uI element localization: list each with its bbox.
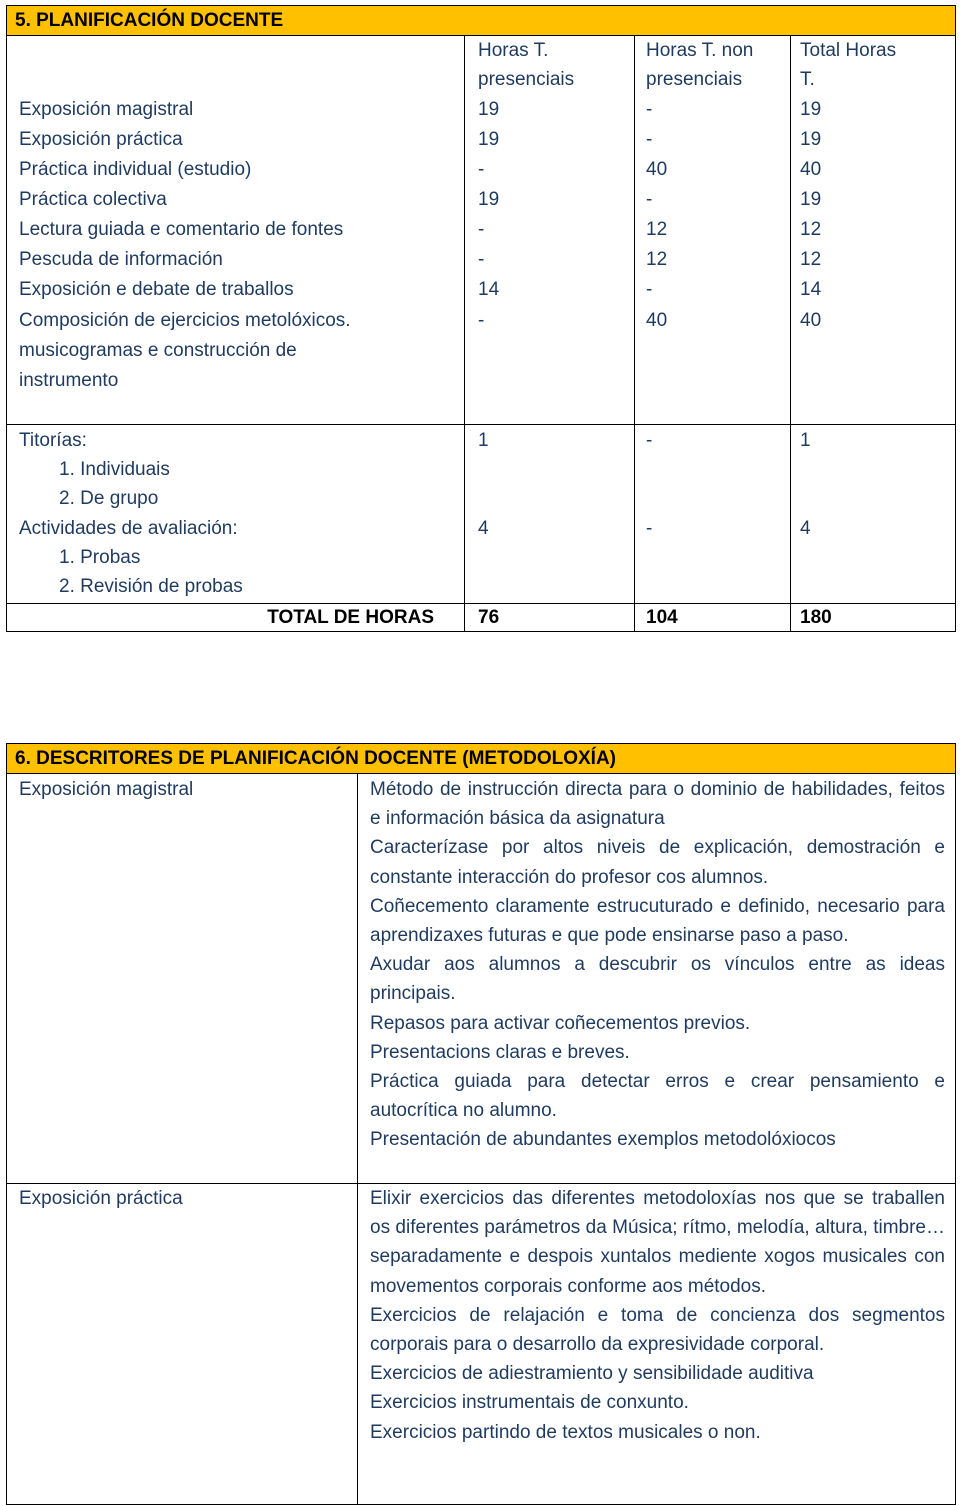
descriptor-text — [370, 775, 945, 1155]
row-total: 40 — [800, 159, 822, 180]
section6-title: 6. DESCRITORES DE PLANIFICACIÓN DOCENTE (METODOLOXÍA) — [7, 744, 955, 774]
total-total: 180 — [800, 607, 832, 628]
row-label: Pescuda de información — [19, 249, 223, 270]
row-total: 4 — [800, 518, 811, 539]
row-label-line-3: instrumento — [19, 370, 119, 391]
total-nonpres: 104 — [646, 607, 678, 628]
row-total: 1 — [800, 430, 811, 451]
col-divider — [357, 773, 358, 1504]
col-divider-3 — [790, 35, 791, 632]
row-total: 14 — [800, 279, 822, 300]
row-total: 19 — [800, 99, 822, 120]
row-label: Práctica individual (estudio) — [19, 159, 252, 180]
row-item-2: 2. De grupo — [59, 488, 159, 509]
row-total: 12 — [800, 249, 822, 270]
paragraph: Exercicios de relajación e toma de concienza dos segmentos corporais para o desarrollo da expresividade corporal. — [370, 1304, 945, 1356]
col-header-total: Total Horas T. — [800, 40, 897, 90]
metodoloxia-table — [6, 743, 956, 1505]
total-label: TOTAL DE HORAS — [267, 607, 434, 628]
row-label-line-2: musicogramas e construcción de — [19, 340, 297, 361]
total-pres: 76 — [478, 607, 500, 628]
row-pres: - — [478, 249, 485, 270]
paragraph: Método de instrucción directa para o dominio de habilidades, feitos e información básica da asignatura — [370, 779, 945, 830]
row-nonpres: 40 — [646, 310, 668, 331]
col-divider-2 — [634, 35, 635, 632]
row-nonpres: - — [646, 189, 653, 210]
row-item-1: 1. Individuais — [59, 459, 170, 480]
row-label: Actividades de avaliación: — [19, 518, 238, 539]
row-item-2: 2. Revisión de probas — [59, 576, 243, 597]
descriptor-label: Exposición magistral — [19, 779, 194, 800]
paragraph: Presentacions claras e breves. — [370, 1041, 630, 1063]
planificacion-table — [6, 5, 956, 632]
row-divider-composition — [7, 424, 955, 425]
row-pres: - — [478, 159, 485, 180]
paragraph: Exercicios partindo de textos musicales o non. — [370, 1421, 761, 1443]
col-divider-1 — [464, 35, 465, 632]
row-label: Exposición e debate de traballos — [19, 279, 294, 300]
row-pres: 4 — [478, 518, 489, 539]
row-label: Titorías: — [19, 430, 87, 451]
section5-title: 5. PLANIFICACIÓN DOCENTE — [7, 6, 955, 36]
col-header-presenciais: Horas T. presenciais — [478, 40, 575, 90]
paragraph: Presentación de abundantes exemplos metodolóxiocos — [370, 1129, 836, 1151]
descriptor-label: Exposición práctica — [19, 1188, 183, 1209]
paragraph: Elixir exercicios das diferentes metodoloxías nos que se traballen os diferentes parámetros da Música; rítmo, melodía, altura, timbre…separadamente e despois xuntalos mediente xogos musicales con movementos corporais conforme aos métodos. — [370, 1188, 945, 1297]
row-label: Práctica colectiva — [19, 189, 167, 210]
row-pres: 14 — [478, 279, 500, 300]
row-pres: 19 — [478, 189, 500, 210]
row-label-line-1: Composición de ejercicios metolóxicos. — [19, 310, 351, 331]
row-pres: 19 — [478, 99, 500, 120]
row-item-1: 1. Probas — [59, 547, 141, 568]
descriptor-text — [370, 1184, 945, 1447]
row-pres: 1 — [478, 430, 489, 451]
row-label: Lectura guiada e comentario de fontes — [19, 219, 344, 240]
paragraph: Caracterízase por altos niveis de explicación, demostración e constante interacción do profesor cos alumnos. — [370, 837, 945, 888]
row-nonpres: - — [646, 99, 653, 120]
paragraph: Repasos para activar coñecementos previos. — [370, 1012, 751, 1034]
paragraph: Práctica guiada para detectar erros e crear pensamiento e autocrítica no alumno. — [370, 1071, 945, 1122]
row-pres: 19 — [478, 129, 500, 150]
row-nonpres: - — [646, 129, 653, 150]
row-total: 19 — [800, 129, 822, 150]
row-nonpres: - — [646, 518, 653, 539]
paragraph: Axudar aos alumnos a descubrir os vínculos entre as ideas principais. — [370, 954, 945, 1005]
row-pres: - — [478, 219, 485, 240]
row-total: 19 — [800, 189, 822, 210]
row-nonpres: - — [646, 279, 653, 300]
paragraph: Exercicios instrumentais de conxunto. — [370, 1392, 689, 1414]
row-label: Exposición magistral — [19, 99, 194, 120]
row-nonpres: 12 — [646, 249, 668, 270]
row-nonpres: 12 — [646, 219, 668, 240]
paragraph: Coñecemento claramente estrucuturado e definido, necesario para aprendizaxes futuras e que pode ensinarse paso a paso. — [370, 895, 945, 947]
row-nonpres: 40 — [646, 159, 668, 180]
row-nonpres: - — [646, 430, 653, 451]
paragraph: Exercicios de adiestramiento y sensibilidade auditiva — [370, 1363, 814, 1385]
row-pres: - — [478, 310, 485, 331]
row-label: Exposición práctica — [19, 129, 183, 150]
row-total: 40 — [800, 310, 822, 331]
row-total: 12 — [800, 219, 822, 240]
col-header-non-presenciais: Horas T. non presenciais — [646, 40, 754, 90]
